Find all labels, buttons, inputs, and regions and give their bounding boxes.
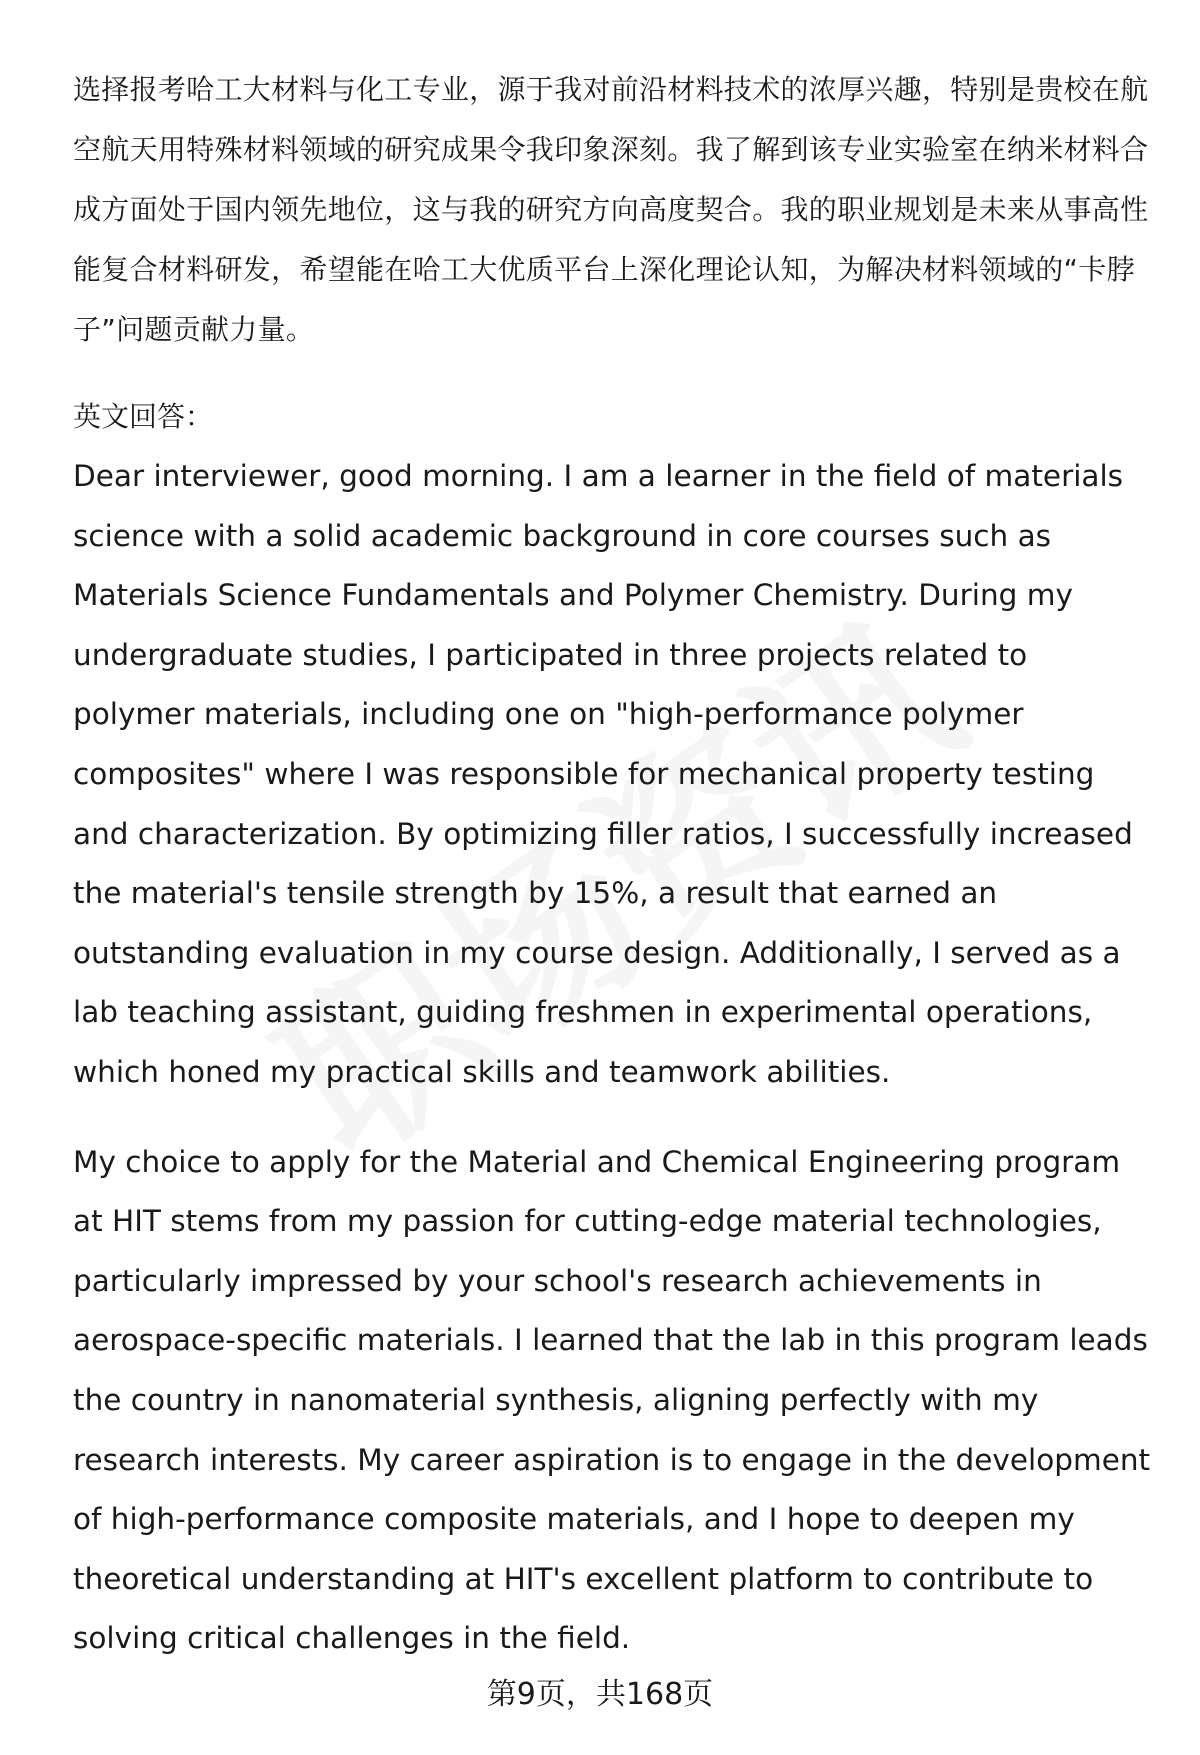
chinese-paragraph: 选择报考哈工大材料与化工专业，源于我对前沿材料技术的浓厚兴趣，特别是贵校在航空航天用特殊材料领域的研究成果令我印象深刻。我了解到该专业实验室在纳米材料合成方面处于国内领先地位，这与我的研究方向高度契合。我的职业规划是未来从事高性能复合材料研发，希望能在哈工大优质平台上深化理论认知，为解决材料领域的“卡脖子”问题贡献力量。 [73,73,1149,346]
document-body [73,60,1153,1669]
page-indicator: 第9页，共168页 [486,1677,714,1712]
english-paragraph-2: My choice to apply for the Material and Chemical Engineering program at HIT stems from my passion for cutting-edge material technologies, particularly impressed by your school's research achievements in aerospace-specific materials. I learned that the lab in this program leads the country in nanomaterial synthesis, aligning perfectly with my research interests. My career aspiration is to engage in the development of high-performance composite materials, and I hope to deepen my theoretical understanding at HIT's excellent platform to contribute to solving critical challenges in the field. [73,1144,1151,1656]
english-answer-label: 英文回答： [73,400,214,433]
english-paragraph-1: Dear interviewer, good morning. I am a learner in the field of materials science with a solid academic background in core courses such as Materials Science Fundamentals and Polymer Chemistry. During my undergraduate studies, I participated in three projects related to polymer materials, including one on "high-performance polymer composites" where I was responsible for mechanical property testing and characterization. By optimizing filler ratios, I successfully increased the material's tensile strength by 15%, a result that earned an outstanding evaluation in my course design. Additionally, I served as a lab teaching assistant, guiding freshmen in experimental operations, which honed my practical skills and teamwork abilities. [73,459,1133,1089]
